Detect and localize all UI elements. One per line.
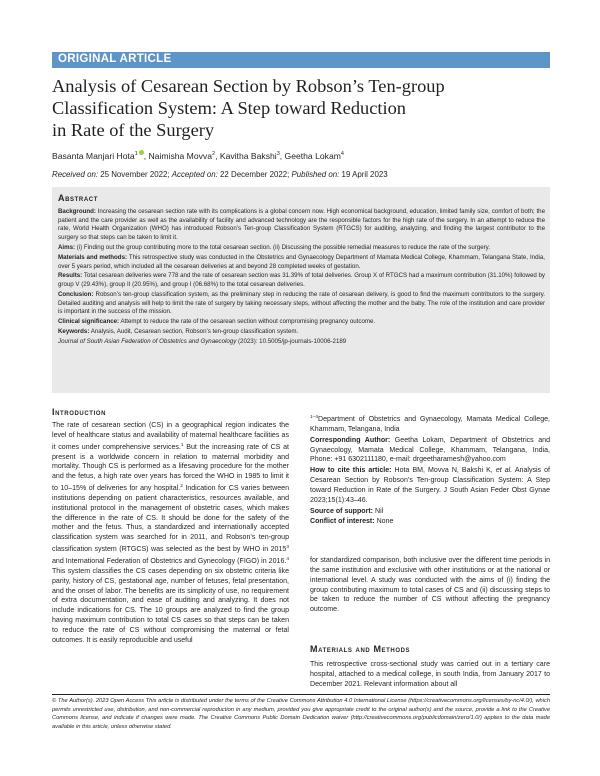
abstract-conclusion: Conclusion: Robson’s ten-group classification system, as the preliminary step in reducing the rate of cesarean delivery, is good to find the maximum contributors to the surgery. Detailed auditing and analysis will help to limit the rate of surgery by taking necessary steps, without affecting the mother and the baby. The role of the institution and care provider is important in the success of the mission. xyxy=(58,291,545,316)
accepted-label: Accepted on: xyxy=(171,170,218,179)
author-4-affil: 4 xyxy=(340,151,344,157)
received-date: 25 November 2022; xyxy=(98,170,172,179)
author-2: , Naimisha Movva xyxy=(143,151,212,161)
methods-body: This retrospective cross-sectional study was carried out in a tertiary care hospital, attached to a medical college, in south India, from January 2017 to December 2021. Relevant information about all xyxy=(310,661,550,688)
corresponding-author: Corresponding Author: Geetha Lokam, Department of Obstetrics and Gynaecology, Mamata Medical College, Khammam, Telangana, India, Phone: +91 6302111180, e-mail: drgeetharamesh@yahoo.com xyxy=(310,436,550,464)
published-date: 19 April 2023 xyxy=(339,170,388,179)
title-line-1: Analysis of Cesarean Section by Robson’s Ten-group xyxy=(52,76,445,96)
abstract-keywords: Keywords: Analysis, Audit, Cesarean section, Robson’s ten-group classification system. xyxy=(58,328,299,336)
affiliation: $^{1-4}$Department of Obstetrics and Gynaecology, Mamata Medical College, Khammam, Telangana, India xyxy=(310,415,550,433)
article-type-banner xyxy=(52,52,550,68)
abstract-background: Background: Increasing the cesarean section rate with its complications is a global concern now. High economical background, education, limited family size, comfort of both; the patient and the care provider as well as the availability of facility and advanced technology are the responsible factors for the high rate of the surgery. In an attempt to reduce the rate, World Health Organization (WHO) has introduced Robson’s Ten-group Classification System (RTGCS) for auditing, analyzing, and finding the largest contributor to the surgery so that steps can be taken to limit it. xyxy=(58,208,545,242)
author-1: Basanta Manjari Hota xyxy=(52,151,135,161)
abstract-aims: Aims: (i) Finding out the group contributing more to the total cesarean section. (ii) Discussing the possible remedial measures to reduce the rate of the surgery. xyxy=(58,244,490,251)
author-1-affil: 1 xyxy=(134,151,138,157)
license-footer: © The Author(s). 2023 Open Access This article is distributed under the terms of the Creative Commons Attribution 4.0 International License (https://creativecommons.org/licenses/by-nc/4.0/), which permits unrestricted use, distribution, and non-commercial reproduction in any medium, provided you give appropriate credit to the original author(s) and the source, provide a link to the Creative Commons license, and indicate if changes were made. The Creative Commons Public Domain Dedication waiver (http://creativecommons.org/publicdomain/zero/1.0/) applies to the data made available in this article, unless otherwise stated. xyxy=(52,698,550,731)
author-2-affil: 2 xyxy=(212,151,216,157)
introduction-paragraph: The rate of cesarean section (CS) in a geographical region indicates the level of healthcare status and availability of maternal healthcare facilities as it comes under comprehensive services.$^1$ But the increasing rate of CS at present is a worldwide concern in relation to maternal morbidity and mortality. Though CS is performed as a lifesaving procedure for the mother and the fetus, a high rate over years has forced the WHO in 1985 to limit it to 10–15% of deliveries for any hospital.$^2$ Indication for CS varies between institutions depending on patient characteristics, resources available, and institutional protocol in the management of obstetric cases, which makes the difference in the rate of CS. It should be done for the safety of the mother and the fetus. Thus, a standardized and internationally accepted classification system was searched for in 2011, and Robson’s ten-group classification system (RTGCS) was selected as the best by WHO in 2015$^3$ and International Federation of Obstetrics and Gynecology (FIGO) in 2016.$^4$ This system classifies the CS cases depending on six obstetric criteria like parity, history of CS, gestational age, number of fetuses, fetal presentation, and the onset of labor. The benefits are its simplicity of use, no requirement of extra documentation, and ease of auditing and analyzing. It does not include indications for CS. The 10 groups are analyzed to find the group having maximum contribution to total CS cases so that steps can be taken to reduce the rate of CS without compromising the maternal or fetal outcomes. It is easily reproducible and useful xyxy=(52,422,289,644)
introduction-heading: Introduction xyxy=(52,407,107,417)
abstract-heading: Abstract xyxy=(58,193,98,203)
author-4: , Geetha Lokam xyxy=(279,151,341,161)
author-info-block xyxy=(310,413,550,528)
introduction-body xyxy=(52,421,289,647)
methods-heading: Materials and Methods xyxy=(310,644,411,654)
author-list xyxy=(52,150,344,161)
article-title xyxy=(52,75,550,141)
title-line-3: in Rate of the Surgery xyxy=(52,120,215,140)
published-label: Published on: xyxy=(291,170,340,179)
source-of-support: Source of support: Nil xyxy=(310,507,384,515)
title-line-2: Classification System: A Step toward Reduction xyxy=(52,98,406,118)
article-dates xyxy=(52,170,388,179)
author-3: , Kavitha Bakshi xyxy=(215,151,277,161)
article-type-label: ORIGINAL ARTICLE xyxy=(58,53,172,65)
accepted-date: 22 December 2022; xyxy=(217,170,292,179)
author-3-affil: 3 xyxy=(276,151,280,157)
abstract-body xyxy=(58,208,545,348)
introduction-continued: for standardized comparison, both inclusive over the different time periods in the same institution and exclusive with other institutions or at the national or international level. A study was conducted with the aims of (i) finding the group contributing maximum to total cases of CS and (ii) discussing steps to be taken to reduce the number of CS without affecting the pregnancy outcome. xyxy=(310,557,550,614)
citation: How to cite this article: Hota BM, Movva N, Bakshi K, et al. Analysis of Cesarean Section by Robson’s Ten-group Classification System: A Step toward Reduction in Rate of the Surgery. J South Asian Feder Obst Gynae 2023;15(1):43–46. xyxy=(310,467,551,504)
conflict-of-interest: Conflict of interest: None xyxy=(310,518,394,526)
received-label: Received on: xyxy=(52,170,99,179)
abstract-methods: Materials and methods: This retrospective study was conducted in the Obstetrics and Gynaecology Department of Mamata Medical College, Khammam, Telangana State, India, over 5 years period, which included all the cesarean deliveries at and beyond 28 completed weeks of gestation. xyxy=(58,253,545,270)
abstract-clinical-significance: Clinical significance: Attempt to reduce the rate of the cesarean section without compromising pregnancy outcome. xyxy=(58,318,376,326)
journal-reference: Journal of South Asian Federation of Obstetrics and Gynaecology (2023): 10.5005/jp-journals-10006-2189 xyxy=(58,338,347,346)
abstract-results: Results: Total cesarean deliveries were 778 and the rate of cesarean section was 31.39% of total deliveries. Group X of RTGCS had a maximum contribution (31.10%) followed by group V (29.43%), group II (20.95%), and group I (06.68%) to the total cesarean deliveries. xyxy=(58,272,545,289)
footer-divider xyxy=(52,694,550,695)
